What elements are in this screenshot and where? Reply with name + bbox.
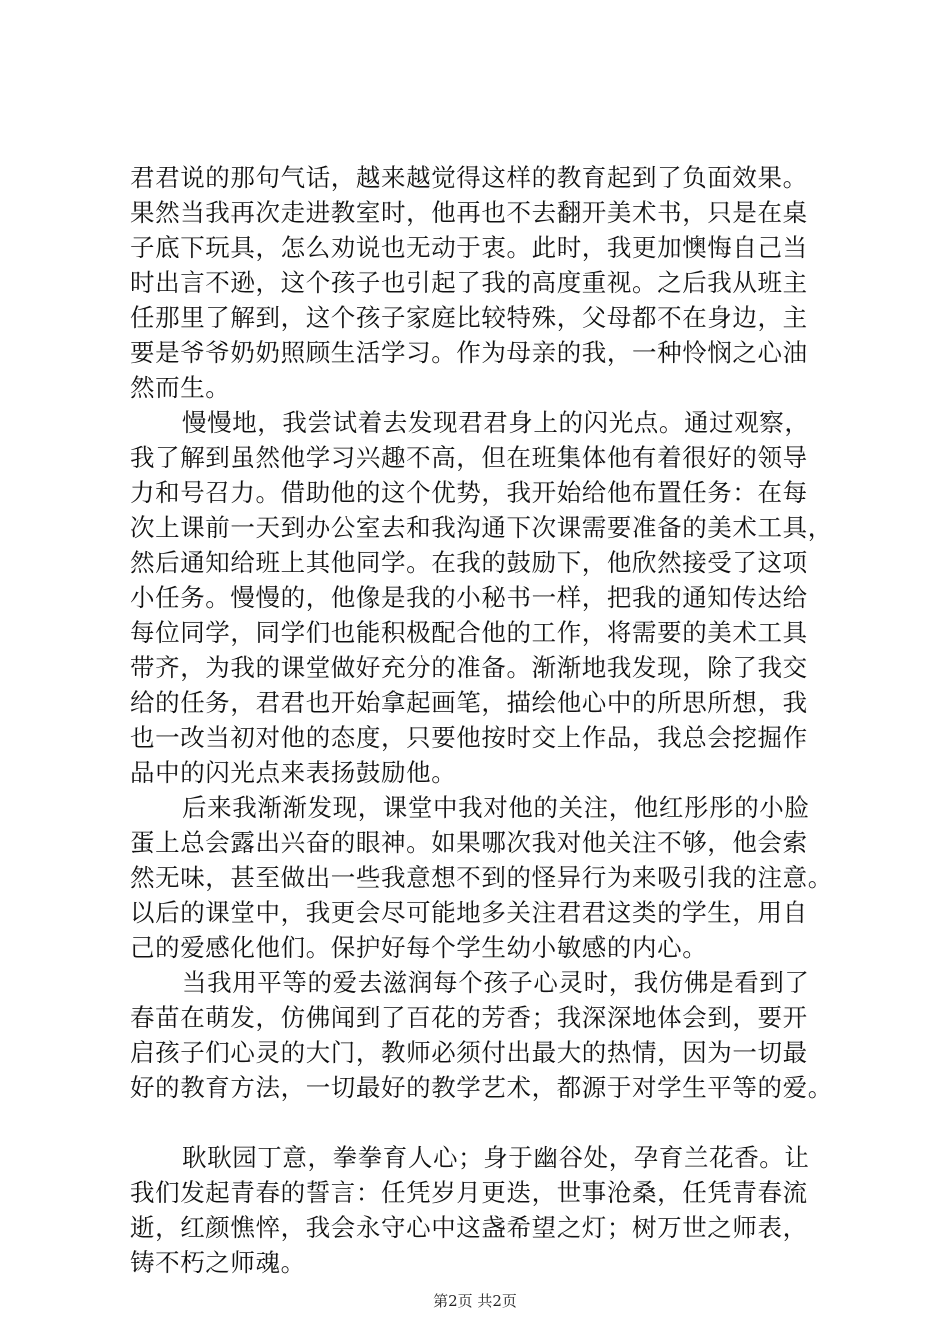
paragraph-start-line: 慢慢地，我尝试着去发现君君身上的闪光点。通过观察， xyxy=(182,408,810,437)
text-line: 铸不朽之师魂。 xyxy=(130,1248,306,1277)
text-line: 我了解到虽然他学习兴趣不高，但在班集体他有着很好的领导 xyxy=(130,443,808,472)
page-number-footer: 第2页 共2页 xyxy=(433,1292,517,1310)
paragraph-start-line: 当我用平等的爱去滋润每个孩子心灵时，我仿佛是看到了 xyxy=(182,968,810,997)
text-line: 任那里了解到，这个孩子家庭比较特殊，父母都不在身边，主 xyxy=(130,303,808,332)
text-line: 小任务。慢慢的，他像是我的小秘书一样，把我的通知传达给 xyxy=(130,583,808,612)
text-line: 然而生。 xyxy=(130,373,231,402)
text-line: 力和号召力。借助他的这个优势，我开始给他布置任务：在每 xyxy=(130,478,808,507)
text-line: 子底下玩具，怎么劝说也无动于衷。此时，我更加懊悔自己当 xyxy=(130,233,808,262)
text-line: 己的爱感化他们。保护好每个学生幼小敏感的内心。 xyxy=(130,933,708,962)
text-line: 我们发起青春的誓言：任凭岁月更迭，世事沧桑，任凭青春流 xyxy=(130,1178,808,1207)
paragraph-start-line: 耿耿园丁意，拳拳育人心；身于幽谷处，孕育兰花香。让 xyxy=(182,1143,810,1172)
text-line: 每位同学，同学们也能积极配合他的工作，将需要的美术工具 xyxy=(130,618,808,647)
text-line: 然后通知给班上其他同学。在我的鼓励下，他欣然接受了这项 xyxy=(130,548,808,577)
text-line: 君君说的那句气话，越来越觉得这样的教育起到了负面效果。 xyxy=(130,163,808,192)
text-line: 然无味，甚至做出一些我意想不到的怪异行为来吸引我的注意。 xyxy=(130,863,833,892)
text-line: 好的教育方法，一切最好的教学艺术，都源于对学生平等的爱。 xyxy=(130,1073,833,1102)
text-line: 给的任务，君君也开始拿起画笔，描绘他心中的所思所想，我 xyxy=(130,688,808,717)
text-line: 果然当我再次走进教室时，他再也不去翻开美术书，只是在桌 xyxy=(130,198,808,227)
text-line: 以后的课堂中，我更会尽可能地多关注君君这类的学生，用自 xyxy=(130,898,808,927)
text-line: 时出言不逊，这个孩子也引起了我的高度重视。之后我从班主 xyxy=(130,268,808,297)
text-line: 逝，红颜憔悴，我会永守心中这盏希望之灯；树万世之师表， xyxy=(130,1213,808,1242)
paragraph-gap xyxy=(130,1105,830,1140)
text-line: 带齐，为我的课堂做好充分的准备。渐渐地我发现，除了我交 xyxy=(130,653,808,682)
text-line: 也一改当初对他的态度，只要他按时交上作品，我总会挖掘作 xyxy=(130,723,808,752)
body-text xyxy=(130,160,833,1280)
text-line: 启孩子们心灵的大门，教师必须付出最大的热情，因为一切最 xyxy=(130,1038,808,1067)
text-line: 次上课前一天到办公室去和我沟通下次课需要准备的美术工具， xyxy=(130,513,833,542)
text-line: 品中的闪光点来表扬鼓励他。 xyxy=(130,758,457,787)
text-line: 蛋上总会露出兴奋的眼神。如果哪次我对他关注不够，他会索 xyxy=(130,828,808,857)
text-line: 要是爷爷奶奶照顾生活学习。作为母亲的我，一种怜悯之心油 xyxy=(130,338,808,367)
paragraph-start-line: 后来我渐渐发现，课堂中我对他的关注，他红彤彤的小脸 xyxy=(182,793,810,822)
text-line: 春苗在萌发，仿佛闻到了百花的芳香；我深深地体会到，要开 xyxy=(130,1003,808,1032)
